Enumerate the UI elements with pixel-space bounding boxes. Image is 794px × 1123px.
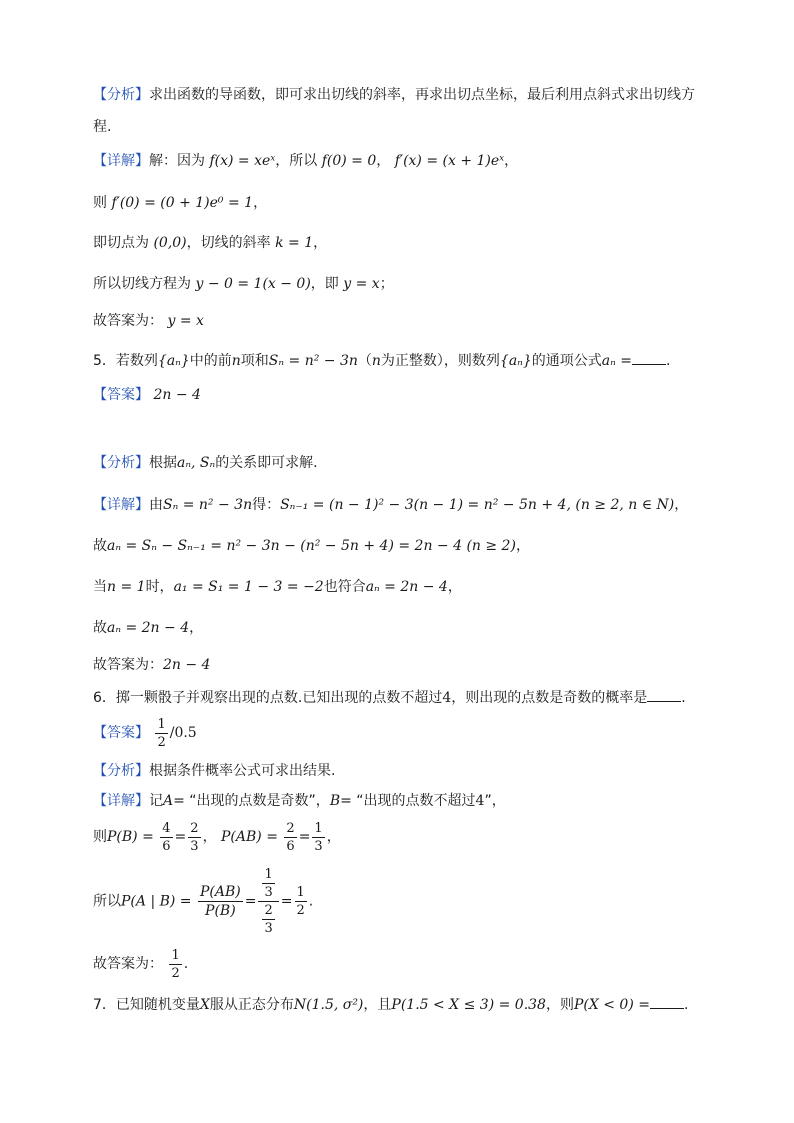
detail-text: 所以切线方程为	[93, 276, 191, 292]
math-expr: =	[174, 829, 187, 845]
analysis-text: 根据条件概率公式可求出结果.	[149, 763, 336, 779]
detail-text: 即切点为	[93, 235, 149, 251]
compound-fraction	[258, 866, 278, 937]
math-expr: X	[199, 997, 210, 1013]
fraction-numerator: 1	[157, 716, 166, 732]
detail-text: .	[308, 893, 314, 910]
analysis-text: 求出函数的导函数，即可求出切线的斜率，再求出切点坐标，最后利用点斜式求出切线方	[149, 87, 695, 103]
math-expr: P(X < 0) =	[573, 997, 650, 1013]
analysis-line	[93, 452, 318, 474]
detail-text: ，	[253, 195, 268, 211]
fraction-denominator: 3	[264, 921, 273, 936]
math-expr: (0,0)	[153, 235, 187, 251]
math-expr: n	[231, 353, 241, 369]
detail-text: ，	[674, 497, 689, 513]
detail-text: 则	[93, 195, 107, 211]
detail-line	[93, 273, 394, 295]
analysis-line-cont	[93, 116, 111, 138]
fraction-numerator: 1	[296, 885, 305, 900]
question-text: 项和	[240, 353, 269, 369]
detail-line	[93, 866, 313, 937]
analysis-line	[93, 84, 695, 106]
detail-text: ”，	[484, 793, 506, 809]
math-expr: Sₙ₋₁ = (n − 1)² − 3(n − 1) = n² − 5n + 4, (n ≥ 2, n ∈ N)	[280, 497, 675, 513]
math-expr: 4	[475, 793, 485, 809]
detail-text: ，	[313, 235, 328, 251]
detail-text: 故答案为：	[93, 313, 163, 329]
question-7	[93, 994, 688, 1016]
detail-text: .	[183, 956, 189, 972]
detail-text: 故	[93, 620, 107, 636]
math-expr: n	[371, 353, 381, 369]
fraction-denominator: 6	[286, 838, 295, 854]
detail-text: ，	[447, 579, 462, 595]
analysis-tag: 【分析】	[93, 763, 149, 779]
detail-line	[93, 494, 688, 516]
math-expr: y − 0 = 1(x − 0)	[195, 276, 311, 292]
fraction-numerator: 2	[286, 820, 295, 836]
analysis-line	[93, 760, 335, 782]
answer-line	[93, 715, 197, 751]
math-expr: P(B) =	[107, 829, 154, 845]
answer-blank	[647, 689, 681, 702]
answer-summary-line	[93, 310, 204, 332]
question-text: 服从正态分布	[209, 997, 294, 1013]
fraction	[262, 902, 274, 937]
fraction-denominator: 2	[171, 965, 180, 981]
question-text: 的通项公式	[531, 353, 602, 369]
detail-text: 故	[93, 538, 107, 554]
math-expr: f′(0) = (0 + 1)e⁰ = 1	[111, 195, 254, 211]
question-text: （	[357, 353, 372, 369]
math-expr: k = 1	[275, 235, 314, 251]
detail-text: = “出现的点数是奇数”，	[173, 793, 330, 809]
math-expr: 2n − 4	[163, 657, 211, 673]
detail-text: 故答案为：	[93, 956, 163, 972]
math-expr: A	[163, 793, 174, 809]
detail-text: ，切线的斜率	[186, 235, 271, 251]
math-expr: P(A | B) =	[121, 893, 192, 910]
detail-line	[93, 790, 506, 812]
fraction-numerator: 2	[190, 820, 199, 836]
question-text: 掷一颗骰子并观察出现的点数.已知出现的点数不超过	[115, 690, 443, 706]
detail-text: 所以	[93, 893, 121, 910]
fraction-numerator: P(AB)	[200, 884, 241, 900]
detail-tag: 【详解】	[93, 497, 149, 513]
question-text: ，则	[545, 997, 574, 1013]
fraction-denominator: 2	[157, 734, 166, 750]
detail-tag: 【详解】	[93, 793, 149, 809]
question-6	[93, 687, 686, 709]
fraction	[188, 820, 200, 855]
detail-tag: 【详解】	[93, 153, 149, 169]
detail-text: ，即	[310, 276, 339, 292]
math-expr: P(AB) =	[221, 829, 278, 845]
math-expr: B	[329, 793, 341, 809]
math-expr: aₙ = 2n − 4	[107, 620, 190, 636]
detail-text: ，	[326, 829, 341, 845]
detail-text: ，	[202, 829, 217, 845]
fraction-numerator: 1	[171, 947, 180, 963]
fraction	[284, 820, 296, 855]
math-expr: =	[298, 829, 311, 845]
math-expr: aₙ =	[601, 353, 632, 369]
fraction-denominator: 3	[314, 838, 323, 854]
question-text: ，则出现的点数是奇数的概率是	[451, 690, 648, 706]
answer-alt: /0.5	[169, 725, 197, 741]
detail-text: ，	[515, 538, 530, 554]
analysis-text-cont: 程.	[93, 119, 112, 135]
analysis-tag: 【分析】	[93, 87, 149, 103]
detail-text: ；	[379, 276, 394, 292]
detail-text: 时，	[145, 579, 174, 595]
answer-tag: 【答案】	[93, 387, 149, 403]
question-number: 6．	[93, 690, 116, 706]
detail-text: ，	[376, 153, 391, 169]
fraction-numerator: 2	[264, 903, 273, 918]
fraction	[169, 947, 181, 982]
fraction	[262, 866, 274, 901]
detail-line	[93, 232, 327, 254]
detail-text: ，	[189, 620, 204, 636]
detail-line	[93, 816, 341, 858]
math-expr: P(1.5 < X ≤ 3) = 0.38	[391, 997, 546, 1013]
math-expr: y = x	[167, 313, 204, 329]
question-5	[93, 350, 670, 372]
fraction	[295, 884, 307, 919]
detail-text: 记	[149, 793, 163, 809]
answer-blank	[632, 352, 666, 365]
fraction	[312, 820, 324, 855]
analysis-text: 根据	[149, 455, 177, 471]
math-expr: =	[244, 893, 257, 910]
detail-line	[93, 576, 462, 598]
detail-text: ，	[504, 153, 519, 169]
math-expr: n = 1	[107, 579, 146, 595]
analysis-tag: 【分析】	[93, 455, 149, 471]
fraction	[198, 883, 243, 920]
question-text: ，且	[363, 997, 392, 1013]
compound-denominator	[258, 902, 278, 937]
answer-line	[93, 384, 201, 406]
math-expr: =	[280, 893, 293, 910]
math-expr: N(1.5, σ²)	[293, 997, 364, 1013]
question-text: 中的前	[189, 353, 232, 369]
question-text: .	[665, 353, 671, 369]
math-expr: 4	[442, 690, 452, 706]
fraction-denominator: 6	[162, 838, 171, 854]
compound-numerator	[258, 866, 278, 902]
answer-fraction	[155, 716, 167, 751]
fraction-denominator: 3	[264, 885, 273, 900]
question-text: 已知随机变量	[115, 997, 200, 1013]
question-text: 若数列	[115, 353, 158, 369]
detail-text: 也符合	[323, 579, 366, 595]
fraction-denominator: 3	[190, 838, 199, 854]
fraction-numerator: 1	[314, 820, 323, 836]
math-expr: Sₙ = n² − 3n	[268, 353, 358, 369]
fraction-denominator: 2	[296, 903, 305, 918]
detail-text: 则	[93, 829, 107, 845]
math-expr: Sₙ = n² − 3n	[163, 497, 253, 513]
question-text: .	[683, 997, 689, 1013]
math-expr: {aₙ}	[499, 353, 532, 369]
math-expr: f(x) = xeˣ	[209, 153, 276, 169]
fraction-denominator: P(B)	[205, 903, 236, 919]
math-expr: aₙ = 2n − 4	[365, 579, 448, 595]
detail-line	[93, 535, 530, 557]
answer-summary-line	[93, 654, 210, 676]
answer-tag: 【答案】	[93, 725, 149, 741]
detail-text: 解：因为	[149, 153, 205, 169]
fraction	[160, 820, 172, 855]
question-text: 为正整数），则数列	[380, 353, 500, 369]
analysis-text: 的关系即可求解.	[215, 455, 318, 471]
detail-text: 得：	[252, 497, 281, 513]
question-number: 5．	[93, 353, 116, 369]
math-expr: f′(x) = (x + 1)eˣ	[394, 153, 505, 169]
math-expr: aₙ = Sₙ − Sₙ₋₁ = n² − 3n − (n² − 5n + 4) = 2n − 4 (n ≥ 2)	[107, 538, 516, 554]
detail-text: = “出现的点数不超过	[340, 793, 476, 809]
question-text: .	[681, 690, 686, 706]
fraction-numerator: 1	[264, 867, 273, 882]
detail-line	[93, 150, 518, 172]
math-expr: {aₙ}	[157, 353, 190, 369]
answer-blank	[650, 996, 684, 1009]
answer-value: 2n − 4	[153, 387, 201, 403]
math-expr: f(0) = 0	[321, 153, 377, 169]
detail-line	[93, 617, 203, 639]
detail-text: ，所以	[275, 153, 318, 169]
math-expr: a₁ = S₁ = 1 − 3 = −2	[173, 579, 324, 595]
answer-summary-line	[93, 944, 188, 984]
detail-text: 由	[149, 497, 163, 513]
detail-line	[93, 192, 267, 214]
question-number: 7．	[93, 997, 116, 1013]
fraction-numerator: 4	[162, 820, 171, 836]
detail-text: 故答案为：	[93, 657, 163, 673]
math-expr: y = x	[343, 276, 380, 292]
detail-text: 当	[93, 579, 107, 595]
math-expr: aₙ, Sₙ	[177, 455, 216, 471]
